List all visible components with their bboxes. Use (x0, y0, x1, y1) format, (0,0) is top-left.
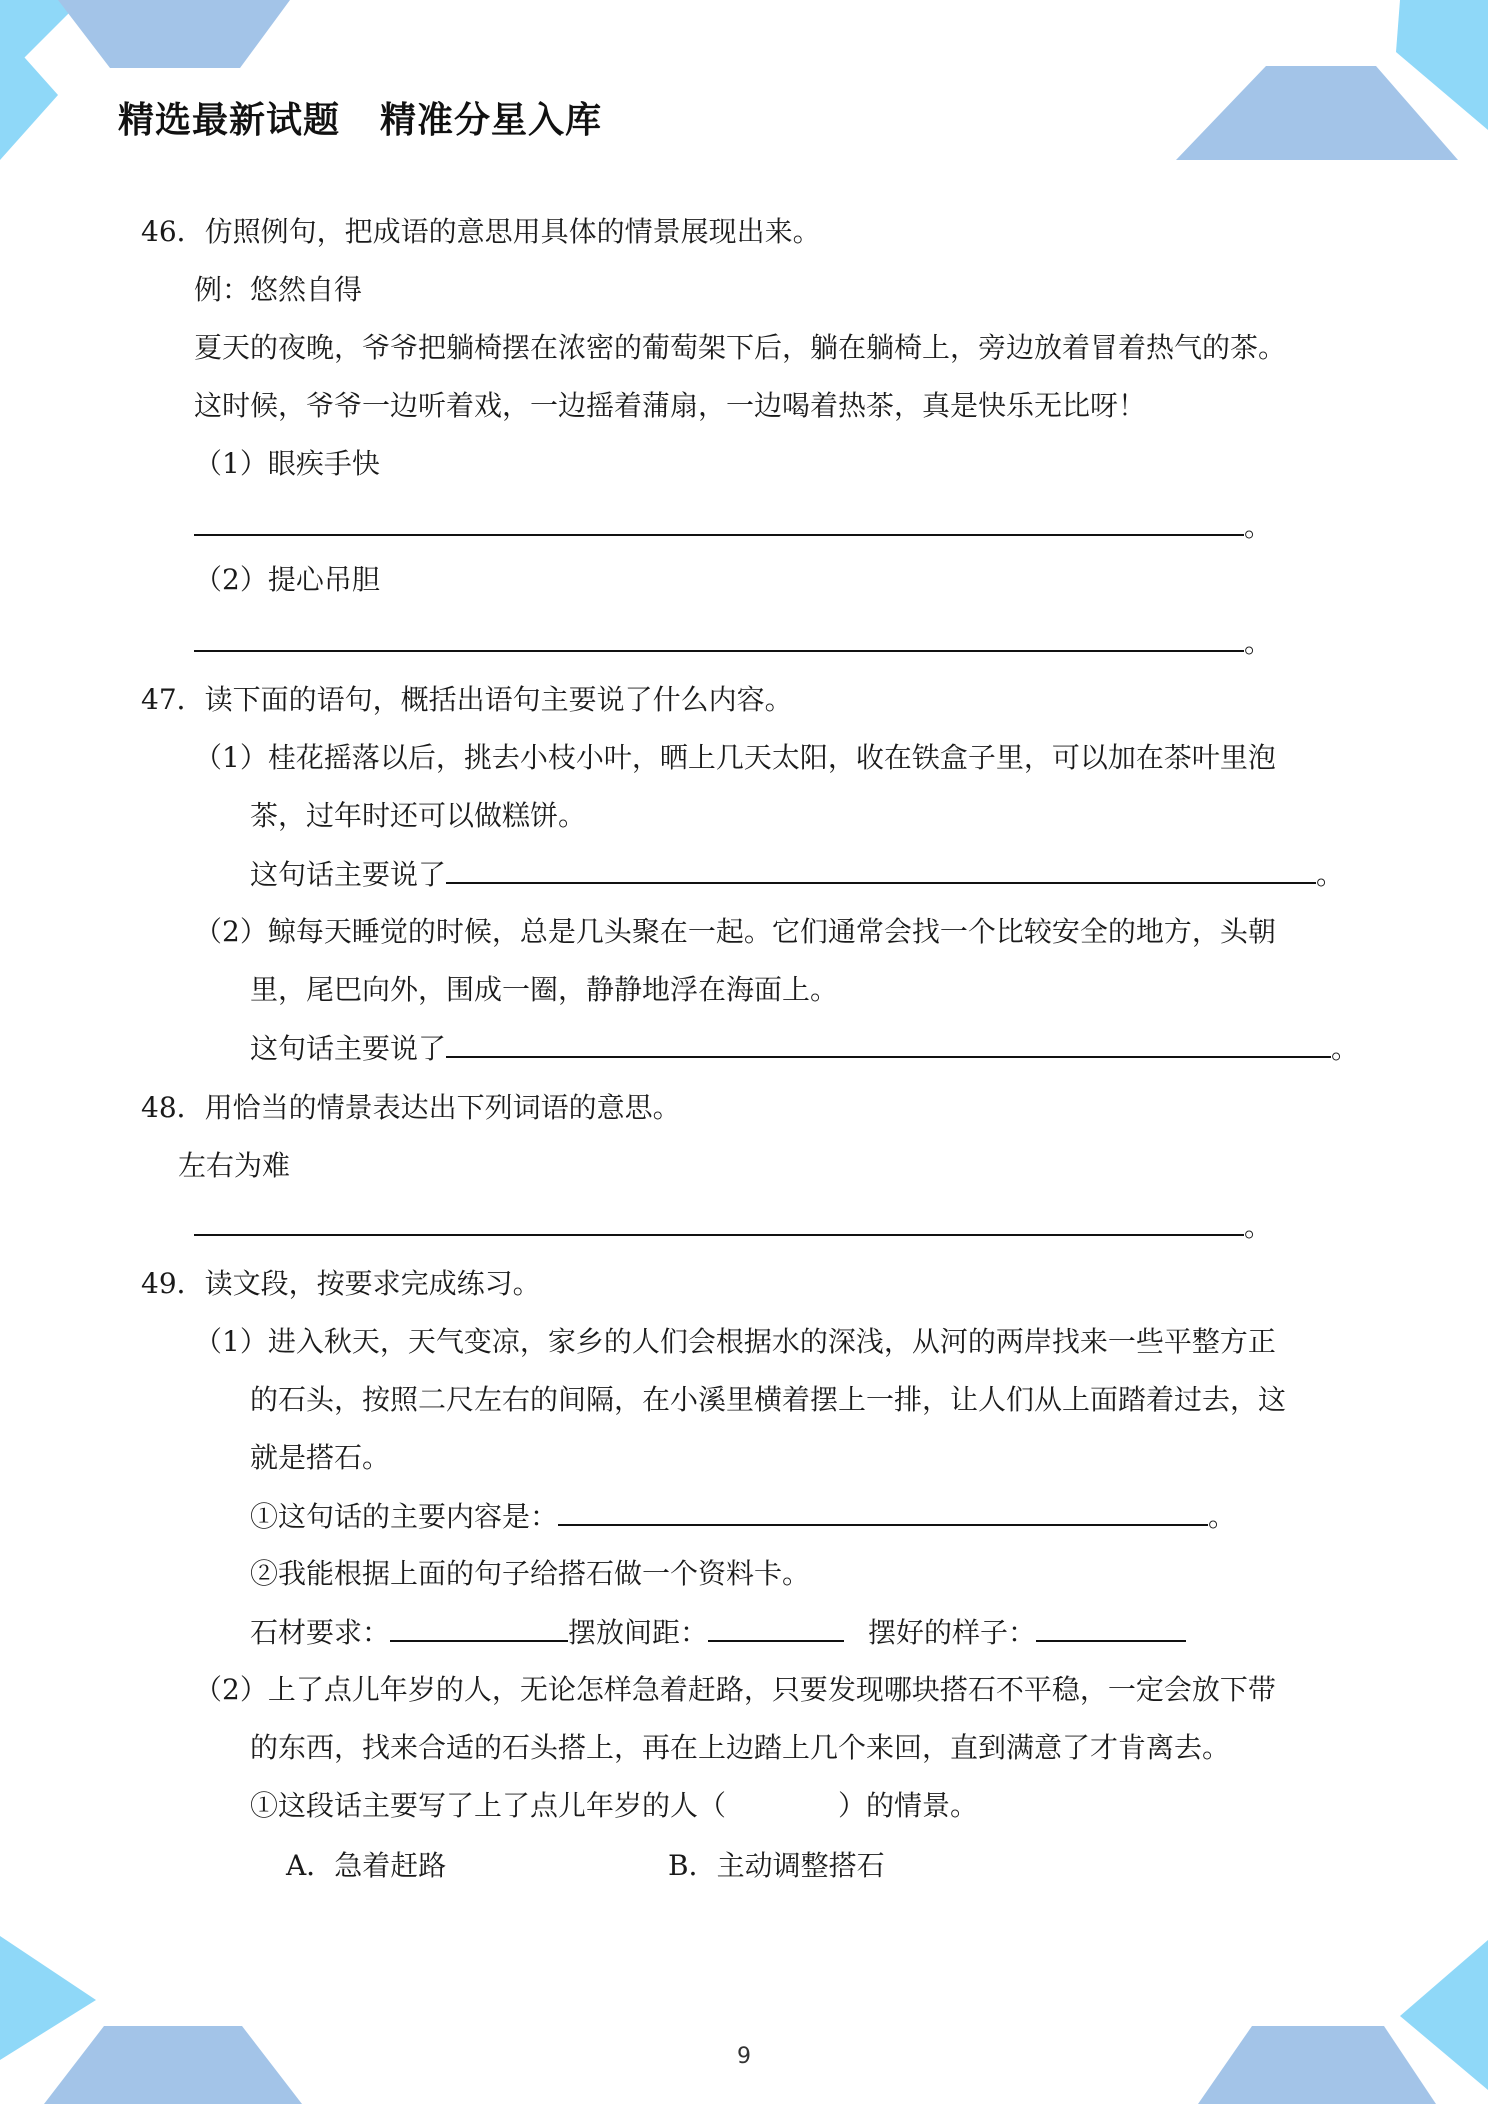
answer-blank[interactable] (558, 1498, 1208, 1526)
header-title (118, 92, 602, 143)
period: 。 (1208, 1500, 1237, 1533)
q46-example-label: 例：悠然自得 (194, 273, 363, 306)
top-right-trapezoid (1176, 66, 1458, 160)
q47-item2-line1: （2）鲸每天睡觉的时候，总是几头聚在一起。它们通常会找一个比较安全的地方，头朝 (194, 915, 1276, 948)
q46-example-line1: 夏天的夜晚，爷爷把躺椅摆在浓密的葡萄架下后，躺在躺椅上，旁边放着冒着热气的茶。 (194, 331, 1287, 364)
card-spacing-label: 摆放间距： (568, 1616, 709, 1649)
q47-summary1 (250, 856, 1344, 893)
option-b[interactable]: B．主动调整搭石 (668, 1849, 885, 1882)
answer-blank[interactable] (194, 624, 1244, 652)
q49-p1-line3: 就是搭石。 (250, 1441, 391, 1474)
q47-item1-line1: （1）桂花摇落以后，挑去小枝小叶，晒上几天太阳，收在铁盒子里，可以加在茶叶里泡 (194, 741, 1276, 774)
q49-p1-line2: 的石头，按照二尺左右的间隔，在小溪里横着摆上一排，让人们从上面踏着过去，这 (250, 1383, 1287, 1416)
period: 。 (1244, 1210, 1273, 1243)
stone-blank[interactable] (390, 1614, 568, 1642)
q47-summary2 (250, 1030, 1359, 1067)
q46-item1: （1）眼疾手快 (194, 447, 380, 480)
q49-p2-q1-before: ①这段话主要写了上了点儿年岁的人（ (250, 1789, 727, 1822)
header-title-left: 精选最新试题 (118, 100, 341, 141)
q46-answer-line1 (194, 508, 1272, 545)
q46-answer-line2 (194, 624, 1272, 661)
q46-item2: （2）提心吊胆 (194, 563, 380, 596)
page-number: 9 (737, 2044, 751, 2069)
header-title-right: 精准分星入库 (380, 100, 603, 141)
spacing-blank[interactable] (708, 1614, 844, 1642)
option-a[interactable]: A．急着赶路 (286, 1849, 447, 1882)
q49-info-card (250, 1614, 1186, 1651)
q49-p1-line1: （1）进入秋天，天气变凉，家乡的人们会根据水的深浅，从河的两岸找来一些平整方正 (194, 1325, 1276, 1358)
q48-answer-line (194, 1208, 1272, 1245)
q47-item1-line2: 茶，过年时还可以做糕饼。 (250, 799, 587, 832)
q48-stem: 48．用恰当的情景表达出下列词语的意思。 (141, 1091, 681, 1124)
q47-item2-line2: 里，尾巴向外，围成一圈，静静地浮在海面上。 (250, 973, 839, 1006)
q49-p2-q1 (250, 1788, 978, 1824)
answer-blank[interactable] (446, 1030, 1331, 1058)
q48-word: 左右为难 (178, 1149, 291, 1182)
summary-prompt: 这句话主要说了 (250, 1032, 447, 1065)
card-look-label: 摆好的样子： (868, 1616, 1037, 1649)
card-stone-label: 石材要求： (250, 1616, 391, 1649)
answer-blank[interactable] (194, 508, 1244, 536)
top-left-trapezoid (58, 0, 290, 68)
answer-blank[interactable] (194, 1208, 1244, 1236)
period: 。 (1316, 858, 1345, 891)
q46-example-line2: 这时候，爷爷一边听着戏，一边摇着蒲扇，一边喝着热茶，真是快乐无比呀！ (194, 389, 1147, 422)
q49-p1-q1-label: ①这句话的主要内容是： (250, 1500, 559, 1533)
q49-p2-line2: 的东西，找来合适的石头搭上，再在上边踏上几个来回，直到满意了才肯离去。 (250, 1731, 1231, 1764)
q49-p2-q1-after: ）的情景。 (838, 1789, 979, 1822)
look-blank[interactable] (1036, 1614, 1186, 1642)
q47-stem: 47．读下面的语句，概括出语句主要说了什么内容。 (141, 683, 793, 716)
period: 。 (1244, 626, 1273, 659)
q49-p2-line1: （2）上了点儿年岁的人，无论怎样急着赶路，只要发现哪块搭石不平稳，一定会放下带 (194, 1673, 1276, 1706)
period: 。 (1244, 510, 1273, 543)
q49-p1-q1 (250, 1498, 1236, 1535)
period: 。 (1331, 1032, 1360, 1065)
q46-stem: 46．仿照例句，把成语的意思用具体的情景展现出来。 (141, 215, 821, 248)
q49-stem: 49．读文段，按要求完成练习。 (141, 1267, 541, 1300)
summary-prompt: 这句话主要说了 (250, 858, 447, 891)
answer-blank[interactable] (446, 856, 1316, 884)
q49-p1-q2: ②我能根据上面的句子给搭石做一个资料卡。 (250, 1557, 811, 1590)
bottom-left-triangle (0, 1936, 96, 2060)
